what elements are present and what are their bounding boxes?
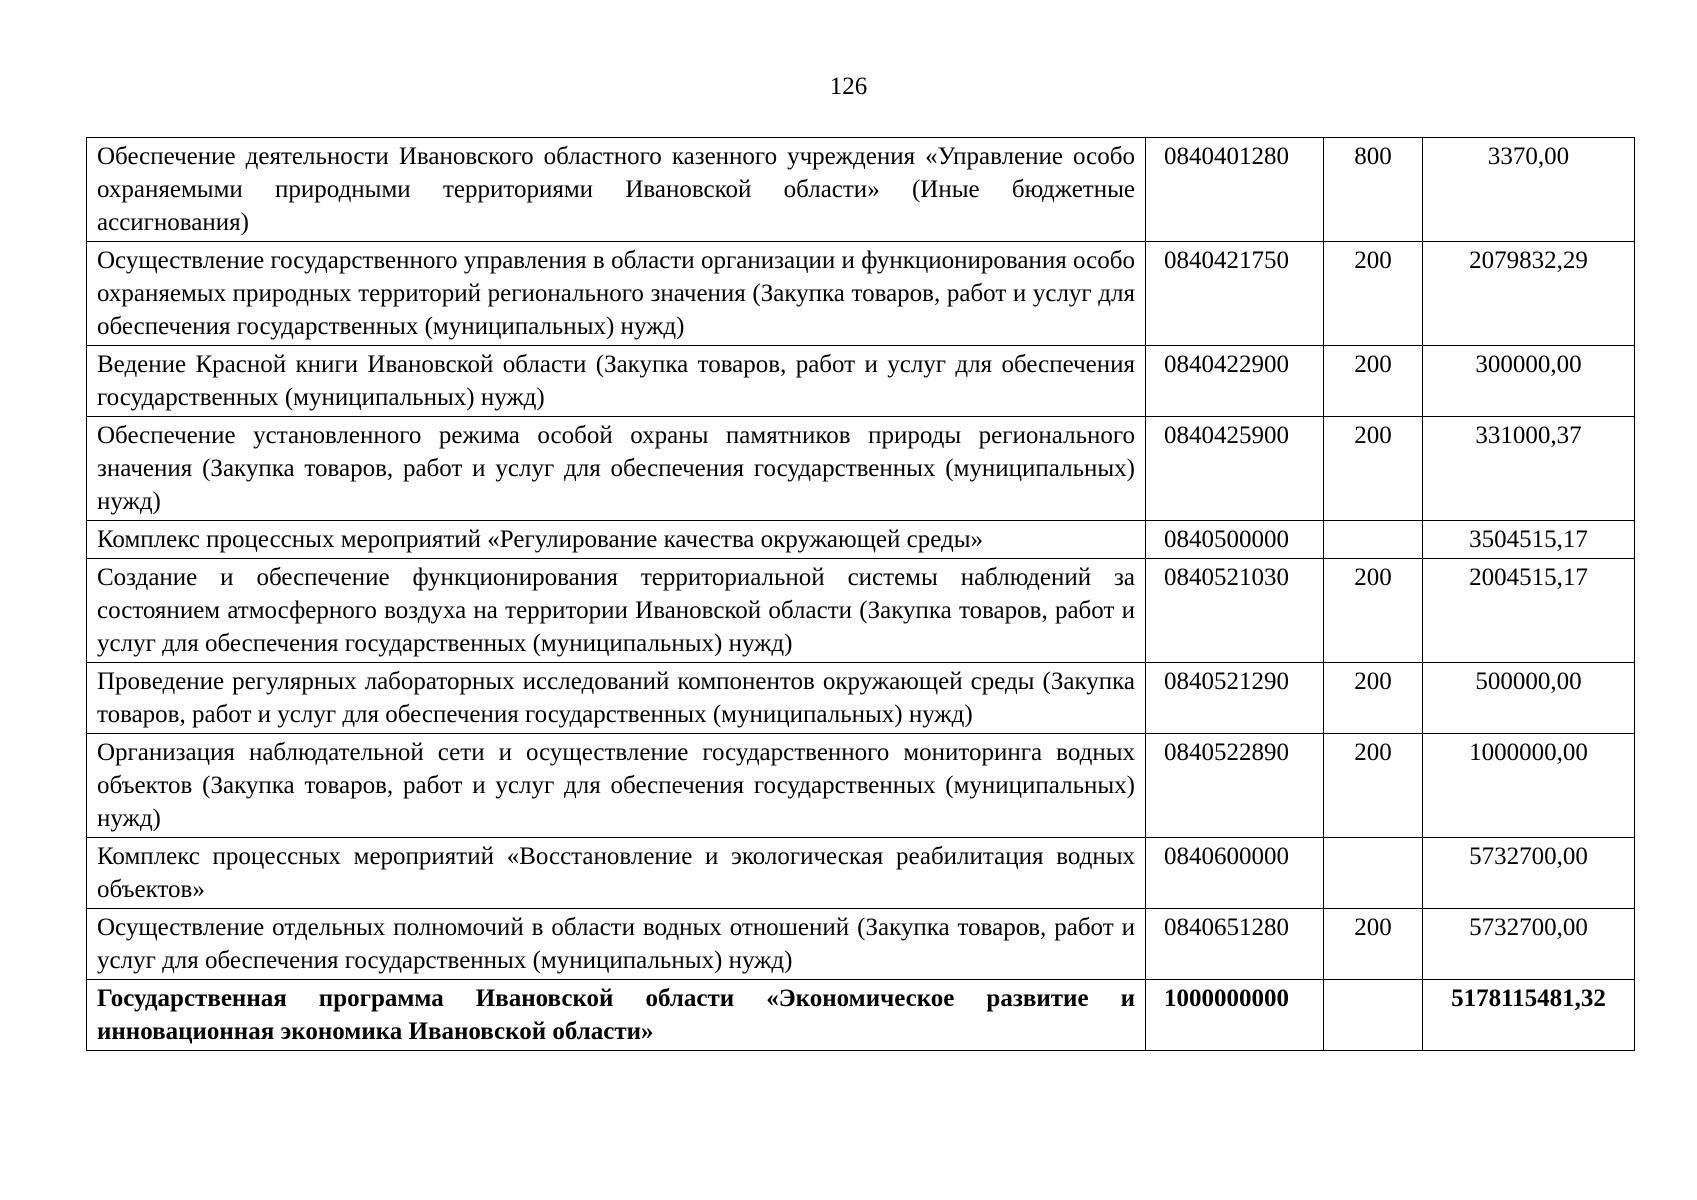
total-code: 1000000000	[1146, 980, 1324, 1051]
row-amount: 5732700,00	[1423, 838, 1635, 909]
row-name: Ведение Красной книги Ивановской области (Закупка товаров, работ и услуг для обеспечения государственных (муниципальных) нужд)	[87, 346, 1146, 417]
row-code: 0840500000	[1146, 521, 1324, 559]
row-expense-type	[1324, 838, 1423, 909]
row-expense-type: 200	[1324, 242, 1423, 346]
table-row	[87, 663, 1635, 734]
row-name: Комплекс процессных мероприятий «Восстановление и экологическая реабилитация водных объектов»	[87, 838, 1146, 909]
row-name: Проведение регулярных лабораторных исследований компонентов окружающей среды (Закупка товаров, работ и услуг для обеспечения государственных (муниципальных) нужд)	[87, 663, 1146, 734]
row-code: 0840522890	[1146, 734, 1324, 838]
row-expense-type: 200	[1324, 559, 1423, 663]
row-name: Обеспечение деятельности Ивановского областного казенного учреждения «Управление особо охраняемыми природными территориями Ивановской области» (Иные бюджетные ассигнования)	[87, 138, 1146, 242]
total-row	[87, 980, 1635, 1051]
row-code: 0840600000	[1146, 838, 1324, 909]
row-name: Создание и обеспечение функционирования территориальной системы наблюдений за состоянием атмосферного воздуха на территории Ивановской области (Закупка товаров, работ и услуг для обеспечения государственных (муниципальных) нужд)	[87, 559, 1146, 663]
row-code: 0840521290	[1146, 663, 1324, 734]
total-expense-type	[1324, 980, 1423, 1051]
total-name: Государственная программа Ивановской области «Экономическое развитие и инновационная экономика Ивановской области»	[87, 980, 1146, 1051]
row-code: 0840425900	[1146, 417, 1324, 521]
row-code: 0840521030	[1146, 559, 1324, 663]
row-amount: 300000,00	[1423, 346, 1635, 417]
row-amount: 5732700,00	[1423, 909, 1635, 980]
table-row	[87, 417, 1635, 521]
row-expense-type: 200	[1324, 346, 1423, 417]
row-expense-type: 200	[1324, 417, 1423, 521]
budget-table-body	[87, 138, 1635, 1051]
row-name: Обеспечение установленного режима особой охраны памятников природы регионального значения (Закупка товаров, работ и услуг для обеспечения государственных (муниципальных) нужд)	[87, 417, 1146, 521]
total-amount: 5178115481,32	[1423, 980, 1635, 1051]
row-amount: 331000,37	[1423, 417, 1635, 521]
row-name: Комплекс процессных мероприятий «Регулирование качества окружающей среды»	[87, 521, 1146, 559]
table-row	[87, 346, 1635, 417]
row-amount: 1000000,00	[1423, 734, 1635, 838]
row-amount: 2079832,29	[1423, 242, 1635, 346]
table-row	[87, 242, 1635, 346]
row-name: Осуществление отдельных полномочий в области водных отношений (Закупка товаров, работ и услуг для обеспечения государственных (муниципальных) нужд)	[87, 909, 1146, 980]
row-expense-type: 200	[1324, 909, 1423, 980]
row-code: 0840421750	[1146, 242, 1324, 346]
row-expense-type: 200	[1324, 734, 1423, 838]
page-number: 126	[829, 73, 868, 100]
table-row	[87, 734, 1635, 838]
row-amount: 3504515,17	[1423, 521, 1635, 559]
row-expense-type: 800	[1324, 138, 1423, 242]
row-name: Организация наблюдательной сети и осуществление государственного мониторинга водных объектов (Закупка товаров, работ и услуг для обеспечения государственных (муниципальных) нужд)	[87, 734, 1146, 838]
table-row	[87, 838, 1635, 909]
table-row	[87, 559, 1635, 663]
row-amount: 3370,00	[1423, 138, 1635, 242]
row-expense-type: 200	[1324, 663, 1423, 734]
row-code: 0840422900	[1146, 346, 1324, 417]
table-row	[87, 521, 1635, 559]
row-code: 0840401280	[1146, 138, 1324, 242]
budget-table	[86, 137, 1635, 1051]
row-code: 0840651280	[1146, 909, 1324, 980]
row-amount: 500000,00	[1423, 663, 1635, 734]
row-amount: 2004515,17	[1423, 559, 1635, 663]
table-row	[87, 138, 1635, 242]
row-name: Осуществление государственного управления в области организации и функционирования особо охраняемых природных территорий регионального значения (Закупка товаров, работ и услуг для обеспечения государственных (муниципальных) нужд)	[87, 242, 1146, 346]
table-row	[87, 909, 1635, 980]
row-expense-type	[1324, 521, 1423, 559]
